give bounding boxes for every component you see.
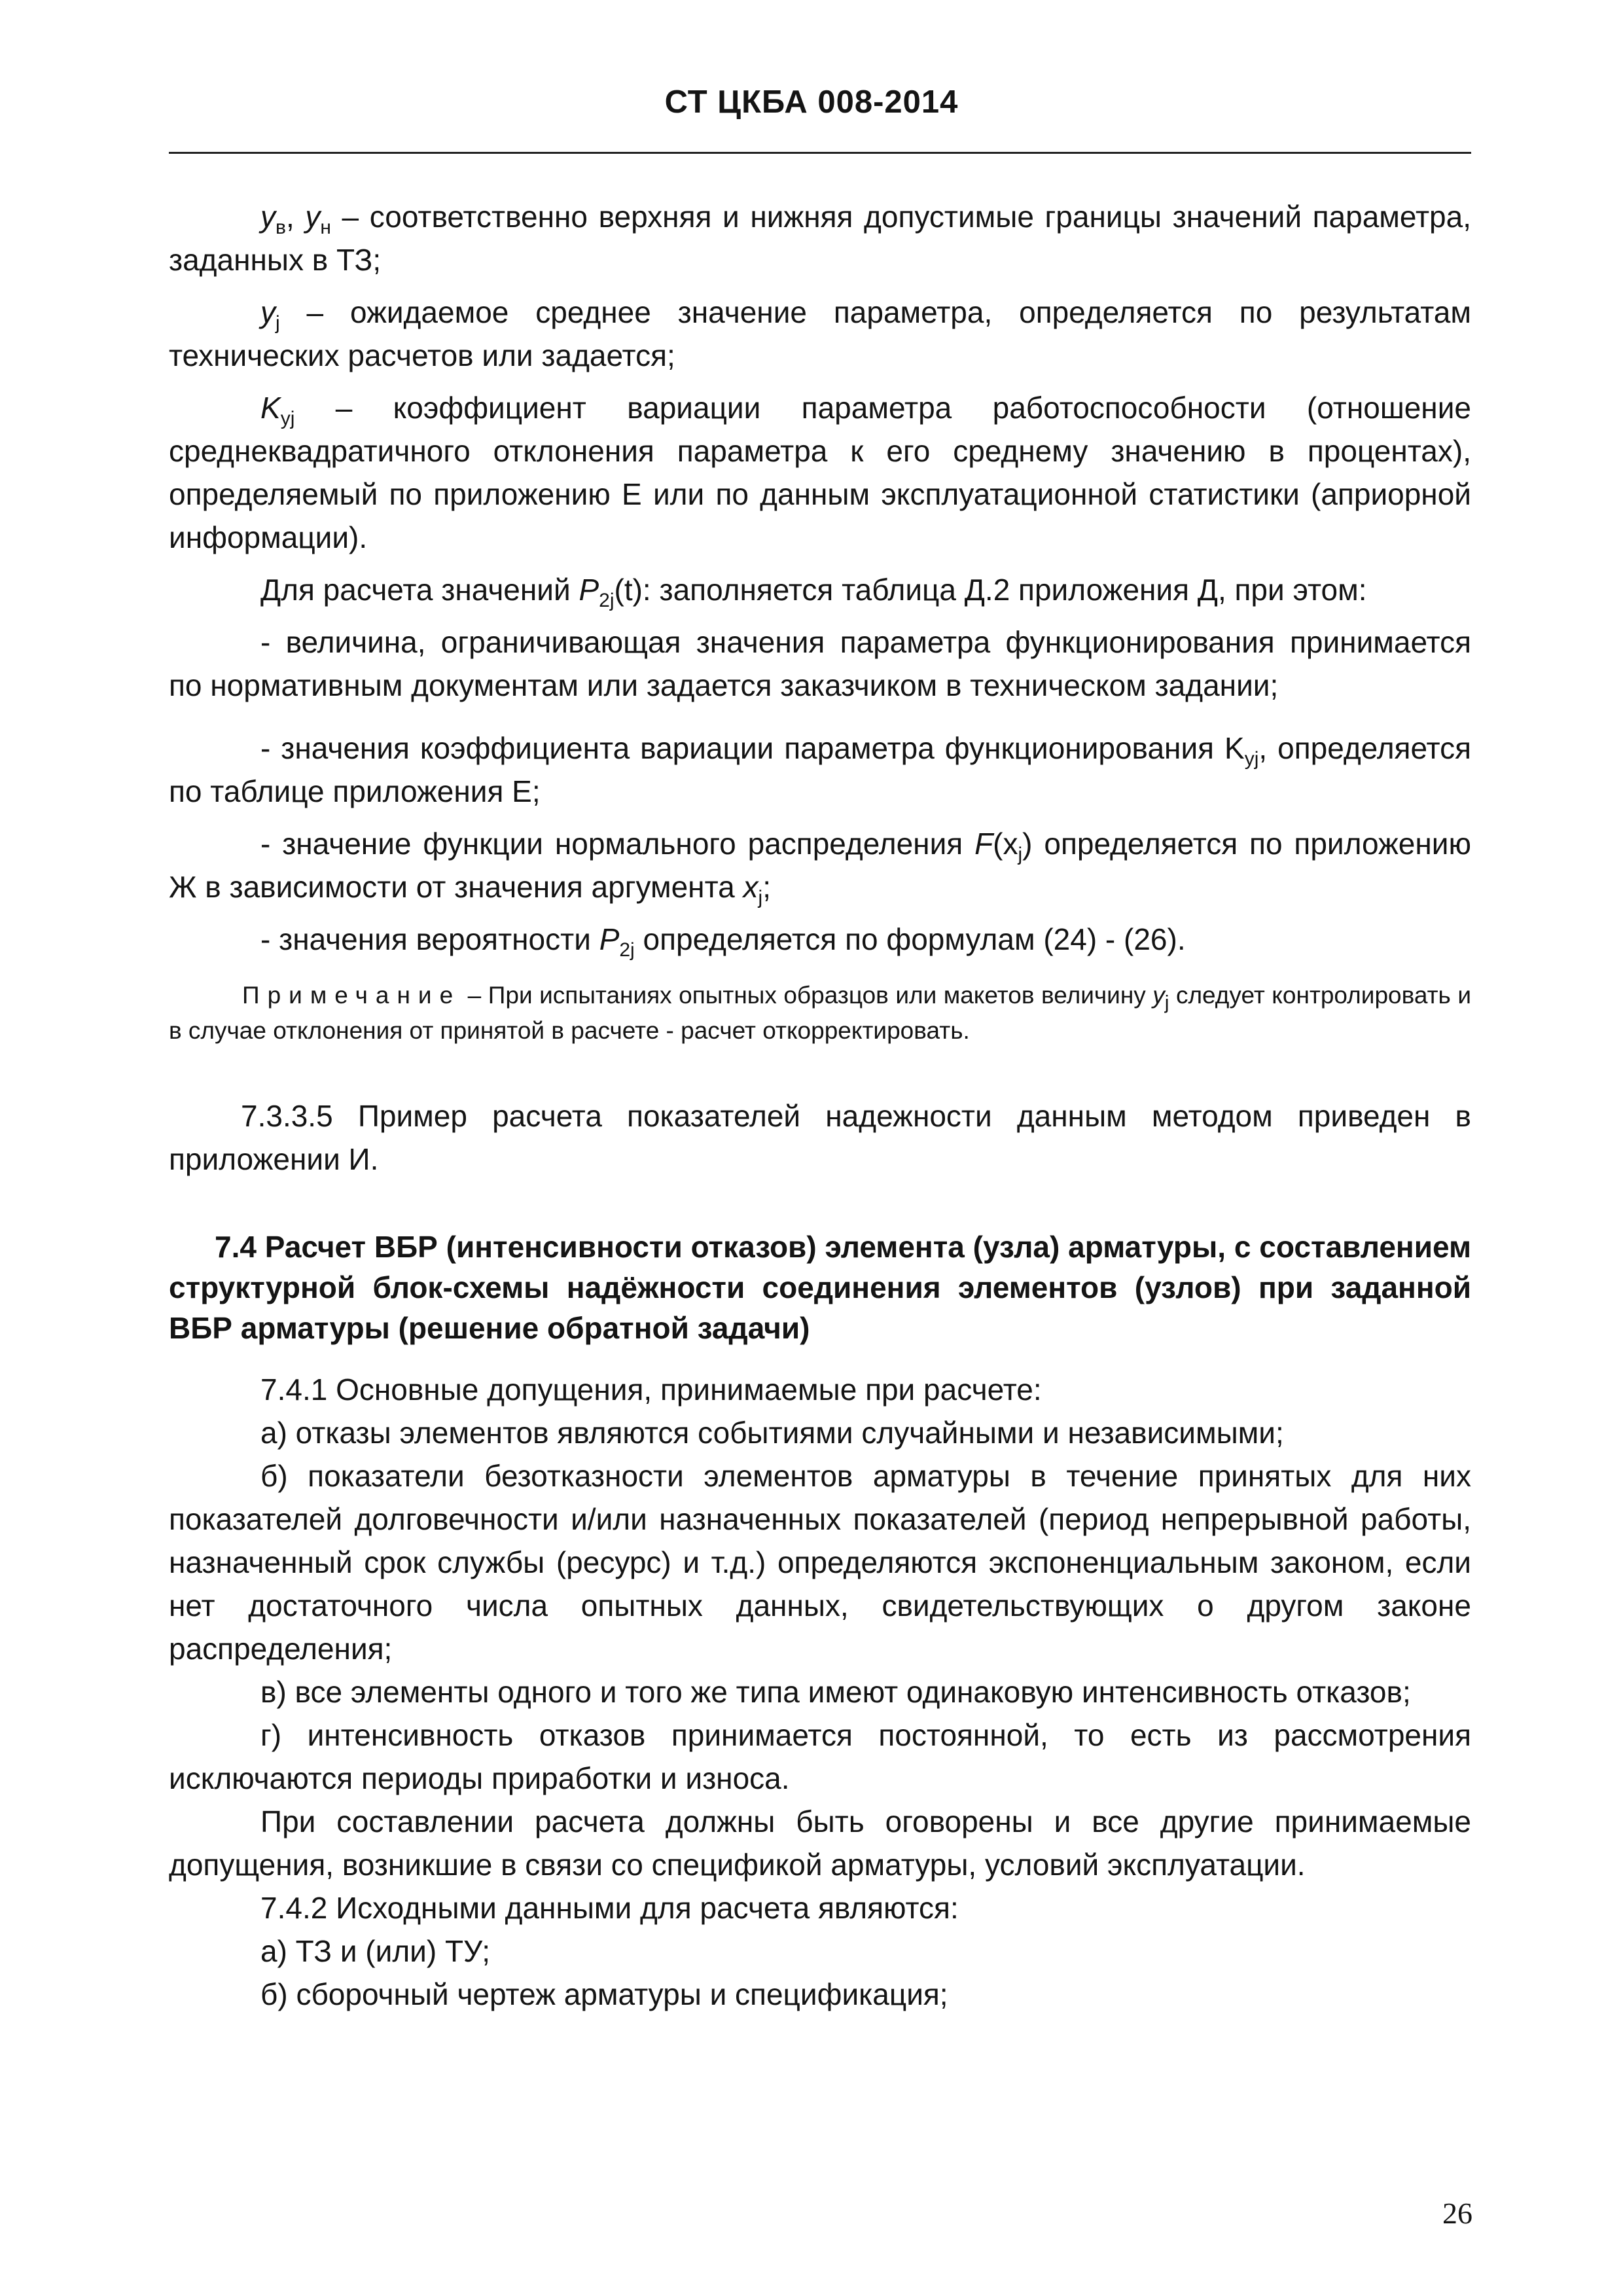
list-item-tz-tu: а) ТЗ и (или) ТУ; [260,1934,491,1968]
subscript: н [320,217,331,239]
subscript: j [276,312,280,334]
list-item-limit-value: - величина, ограничивающая значения параметра функционирования принимается по нормативным документам или задается заказчиком в техническом задании; [169,625,1471,702]
paragraph-text: – соответственно верхняя и нижняя допустимые границы значений параметра, заданных в ТЗ; [169,200,1471,277]
paragraph-text: – коэффициент вариации параметра работоспособности (отношение среднеквадратичного отклонения параметра к его среднему значению в процентах), определяемый по приложению Е или по данным эксплуатационной статистики (априорной информации). [169,391,1471,554]
paragraph-input-data: 7.4.2 Исходными данными для расчета являются: [260,1891,959,1925]
symbol: P [579,573,599,607]
paragraph-example: 7.3.3.5 Пример расчета показателей надежности данным методом приведен в приложении И. [169,1099,1471,1176]
subscript: j [1164,992,1169,1014]
section-heading: 7.4 Расчет ВБР (интенсивности отказов) элемента (узла) арматуры, с составлением структурной блок-схемы надёжности соединения элементов (узлов) при заданной ВБР арматуры (решение обратной задачи) [169,1230,1471,1345]
paragraph-text: – ожидаемое среднее значение параметра, определяется по результатам технических расчетов или задается; [169,295,1471,372]
list-item-b: б) показатели безотказности элементов арматуры в течение принятых для них показателей долговечности и/или назначенных показателей (период непрерывной работы, назначенный срок службы (ресурс) и т.д.) определяются экспоненциальным законом, если нет достаточного числа опытных данных, свидетельствующих о другом законе распределения; [169,1459,1471,1666]
subscript: yj [280,408,295,430]
paragraph-assumptions: 7.4.1 Основные допущения, принимаемые при расчете: [260,1372,1042,1407]
note-label: Примечание [242,982,461,1009]
paragraph-text: - значение функции нормального распределения [260,827,975,861]
symbol: y [1152,982,1165,1009]
symbol: K [260,391,281,425]
paragraph-p2j [169,568,1471,611]
subscript: 2j [599,590,615,612]
paragraph-text: определяется по приложению Ж в зависимости от значения аргумента [169,827,1471,904]
symbol: y [260,295,276,329]
list-item-c: в) все элементы одного и того же типа имеют одинаковую интенсивность отказов; [260,1675,1411,1709]
subscript: в [276,217,286,239]
note-text: следует контролировать и в случае отклонения от принятой в расчете - расчет откорректировать. [169,982,1471,1044]
paragraph-text: определяется по формулам (24) - (26). [634,922,1186,956]
list-item-normal-distribution [169,822,1471,908]
page-header: СТ ЦКБА 008-2014 [664,84,959,120]
paragraph-text: - значения вероятности [260,922,599,956]
symbol: F [974,827,993,861]
formula-part: ) [1022,827,1033,861]
page-number: 26 [1442,2197,1472,2230]
paragraph-y-bounds: $y_в$, $y_н$ – соответственно верхняя и нижняя допустимые границы значений параметра, заданных в ТЗ; [169,200,1471,277]
list-item-d: г) интенсивность отказов принимается постоянной, то есть из рассмотрения исключаются периоды приработки и износа. [169,1718,1471,1795]
note [169,978,1471,1049]
subscript: 2j [619,939,635,961]
document-body [169,195,1471,2016]
symbol: P [599,922,620,956]
paragraph-text: - значения коэффициента вариации параметра функционирования K [260,731,1245,765]
symbol: x [743,870,758,904]
formula-part: ; [762,870,771,904]
subscript: j [1018,844,1023,866]
paragraph-other-assumptions: При составлении расчета должны быть оговорены и все другие принимаемые допущения, возникшие в связи со спецификой арматуры, условий эксплуатации. [169,1804,1471,1882]
subscript: j [758,887,763,909]
symbol: y [305,200,321,234]
symbol: y [260,200,276,234]
paragraph-text: Для расчета значений [260,573,579,607]
paragraph-text: (t): заполняется таблица Д.2 приложения Д, при этом: [614,573,1367,607]
list-item-a: а) отказы элементов являются событиями случайными и независимыми; [260,1416,1284,1450]
list-item-probability [169,918,1471,961]
formula-part: (x [993,827,1018,861]
note-text: – При испытаниях опытных образцов или макетов величину [461,982,1153,1009]
header-divider [169,152,1471,154]
list-item-assembly-drawing: б) сборочный чертеж арматуры и спецификация; [260,1977,948,2011]
list-item-variation [169,726,1471,813]
subscript: yj [1244,748,1259,770]
paragraph-variation-coef [169,386,1471,559]
paragraph-y-mean [169,291,1471,377]
paragraph-text: , определяется по таблице приложения Е; [169,731,1471,808]
